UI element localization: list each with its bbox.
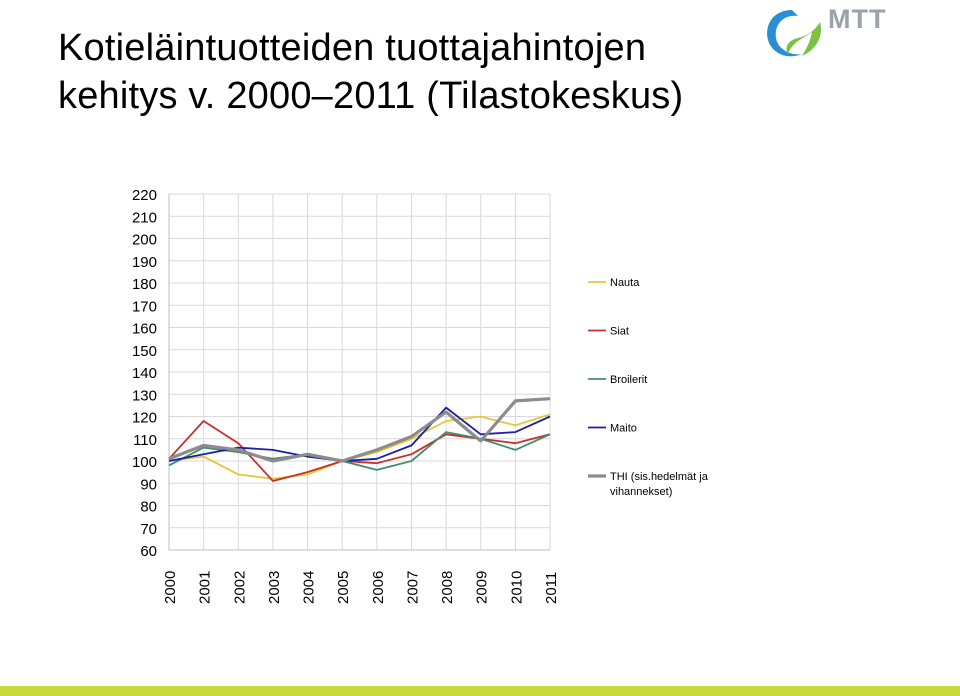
y-tick-label: 100 [131, 454, 157, 471]
y-tick-label: 130 [131, 387, 157, 405]
legend-label: Siat [610, 325, 629, 338]
legend-label: Broilerit [610, 374, 648, 386]
x-tick-label: 2008 [439, 570, 457, 604]
y-tick-label: 90 [140, 476, 157, 494]
y-tick-label: 140 [131, 365, 157, 382]
legend-label: Maito [610, 422, 637, 435]
title-line-1: Kotieläintuotteiden tuottajahintojen [58, 27, 647, 69]
y-tick-label: 190 [131, 253, 157, 271]
legend-label: THI (sis.hedelmät ja vihannekset) [610, 471, 708, 498]
y-axis-tick-labels [132, 187, 157, 560]
x-tick-label: 2000 [162, 570, 179, 604]
x-tick-label: 2007 [404, 570, 422, 604]
chart-legend [588, 277, 709, 498]
y-tick-label: 120 [131, 409, 157, 427]
x-tick-label: 2011 [543, 571, 560, 604]
logo-text: MTT [828, 4, 887, 34]
y-tick-label: 220 [131, 187, 157, 204]
title-line-2: kehitys v. 2000–2011 (Tilastokeskus) [58, 75, 684, 117]
y-tick-label: 60 [140, 543, 157, 560]
y-tick-label: 70 [140, 520, 157, 538]
x-tick-label: 2006 [369, 570, 387, 604]
x-tick-label: 2002 [231, 570, 249, 604]
y-tick-label: 200 [131, 231, 157, 249]
footer-bar [0, 686, 960, 696]
y-tick-label: 170 [131, 298, 157, 316]
series-line-thi [169, 399, 550, 461]
series-line-nauta [169, 414, 550, 479]
y-tick-label: 150 [131, 342, 157, 360]
x-tick-label: 2009 [473, 570, 491, 604]
y-tick-label: 210 [131, 209, 157, 227]
y-tick-label: 180 [131, 276, 157, 293]
x-tick-label: 2010 [508, 570, 526, 604]
x-tick-label: 2003 [265, 570, 283, 604]
x-tick-label: 2001 [196, 570, 214, 604]
y-tick-label: 110 [133, 431, 157, 449]
x-axis-tick-labels [162, 571, 560, 604]
legend-label: Nauta [610, 277, 640, 289]
x-tick-label: 2005 [335, 570, 353, 604]
x-tick-label: 2004 [300, 570, 318, 604]
series-line-broilerit [169, 432, 550, 470]
chart-series [169, 399, 550, 481]
series-line-maito [169, 408, 550, 461]
y-tick-label: 80 [140, 498, 157, 516]
y-tick-label: 160 [131, 320, 157, 338]
chart-gridlines [169, 194, 550, 550]
